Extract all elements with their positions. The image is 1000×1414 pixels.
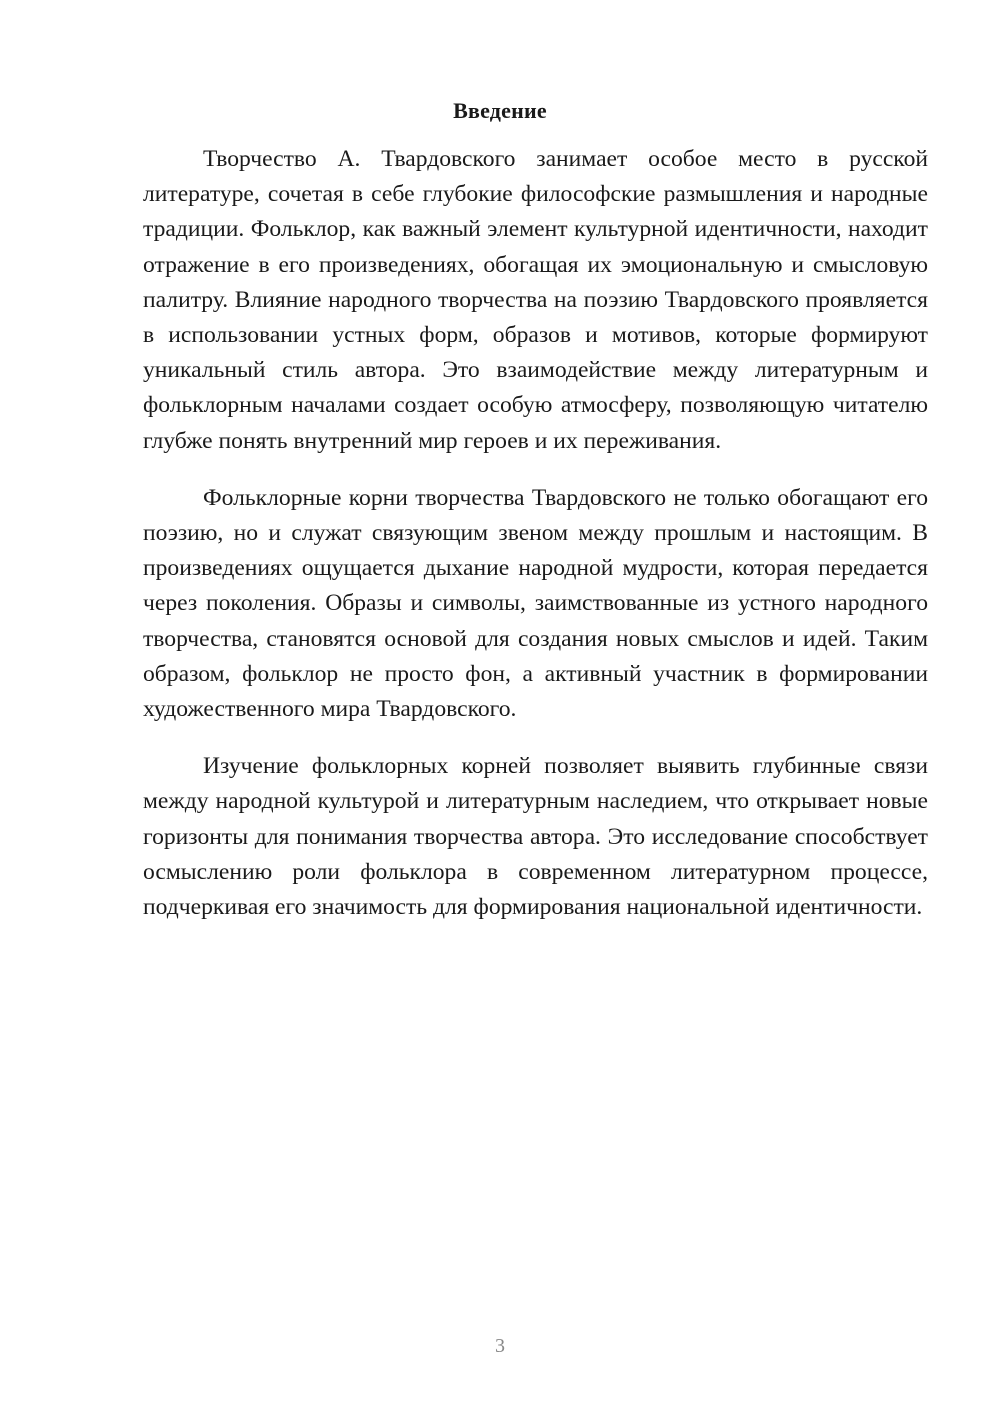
section-heading: Введение	[453, 98, 547, 123]
page-number: 3	[495, 1335, 505, 1357]
body-text	[143, 142, 928, 947]
paragraph-3: Изучение фольклорных корней позволяет выявить глубинные связи между народной культурой и литературным наследием, что открывает новые горизонты для понимания творчества автора. Это исследование способствует осмыслению роли фольклора в современном литературном процессе, подчеркивая его значимость для формирования национальной идентичности.	[143, 753, 928, 921]
paragraph-1: Творчество А. Твардовского занимает особое место в русской литературе, сочетая в себе глубокие философские размышления и народные традиции. Фольклор, как важный элемент культурной идентичности, находит отражение в его произведениях, обогащая их эмоциональную и смысловую палитру. Влияние народного творчества на поэзию Твардовского проявляется в использовании устных форм, образов и мотивов, которые формируют уникальный стиль автора. Это взаимодействие между литературным и фольклорным началами создает особую атмосферу, позволяющую читателю глубже понять внутренний мир героев и их переживания.	[143, 146, 928, 454]
paragraph-2: Фольклорные корни творчества Твардовского не только обогащают его поэзию, но и служат связующим звеном между прошлым и настоящим. В произведениях ощущается дыхание народной мудрости, которая передается через поколения. Образы и символы, заимствованные из устного народного творчества, становятся основой для создания новых смыслов и идей. Таким образом, фольклор не просто фон, а активный участник в формировании художественного мира Твардовского.	[143, 484, 928, 723]
